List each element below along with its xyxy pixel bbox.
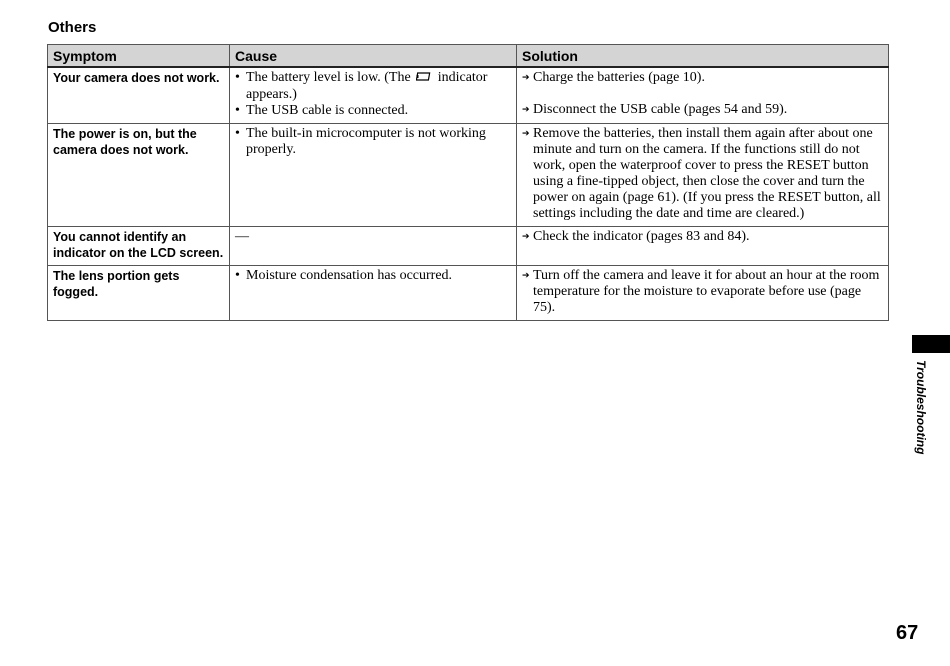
cause-cell xyxy=(230,266,517,321)
solution-cell xyxy=(517,266,889,321)
cause-cell xyxy=(230,67,517,124)
solution-item: ➔ Disconnect the USB cable (pages 54 and 59). xyxy=(522,102,883,118)
symptom-cell: The power is on, but the camera does not work. xyxy=(48,124,230,227)
page-number: 67 xyxy=(896,622,919,644)
solution-cell xyxy=(517,67,889,124)
table-row xyxy=(48,67,889,124)
cause-cell xyxy=(230,227,517,266)
cause-cell xyxy=(230,124,517,227)
cause-text: indicator appears.) xyxy=(246,70,488,102)
symptom-cell: The lens portion gets fogged. xyxy=(48,266,230,321)
header-symptom: Symptom xyxy=(48,45,230,68)
cause-item: • The built-in microcomputer is not working properly. xyxy=(235,126,511,158)
table-row xyxy=(48,266,889,321)
cause-item: • The USB cable is connected. xyxy=(235,103,511,119)
table-row xyxy=(48,227,889,266)
battery-low-icon xyxy=(416,71,432,87)
section-title: Others xyxy=(48,19,97,36)
section-tab-marker xyxy=(912,335,950,353)
table-row xyxy=(48,124,889,227)
cause-item xyxy=(235,70,511,103)
cause-item: • Moisture condensation has occurred. xyxy=(235,268,511,284)
section-side-label: Troubleshooting xyxy=(914,360,928,455)
solution-item: ➔ Turn off the camera and leave it for about an hour at the room temperature for the moisture to evaporate before use (page 75). xyxy=(522,268,883,316)
solution-item: ➔ Remove the batteries, then install them again after about one minute and turn on the camera. If the functions still do not work, open the waterproof cover to press the RESET button using a fine-tipped object, then close the cover and turn the power on again (page 61). (If you press the RESET button, all settings including the date and time are cleared.) xyxy=(522,126,883,222)
solution-cell xyxy=(517,124,889,227)
symptom-cell: Your camera does not work. xyxy=(48,67,230,124)
symptom-cell: You cannot identify an indicator on the LCD screen. xyxy=(48,227,230,266)
table-header-row xyxy=(48,45,889,68)
header-cause: Cause xyxy=(230,45,517,68)
troubleshooting-table xyxy=(47,44,889,321)
cause-item: — xyxy=(235,229,249,244)
header-solution: Solution xyxy=(517,45,889,68)
cause-text: The battery level is low. (The xyxy=(246,70,411,85)
solution-item: ➔ Check the indicator (pages 83 and 84). xyxy=(522,229,883,245)
solution-cell xyxy=(517,227,889,266)
solution-item: ➔ Charge the batteries (page 10). xyxy=(522,70,883,86)
